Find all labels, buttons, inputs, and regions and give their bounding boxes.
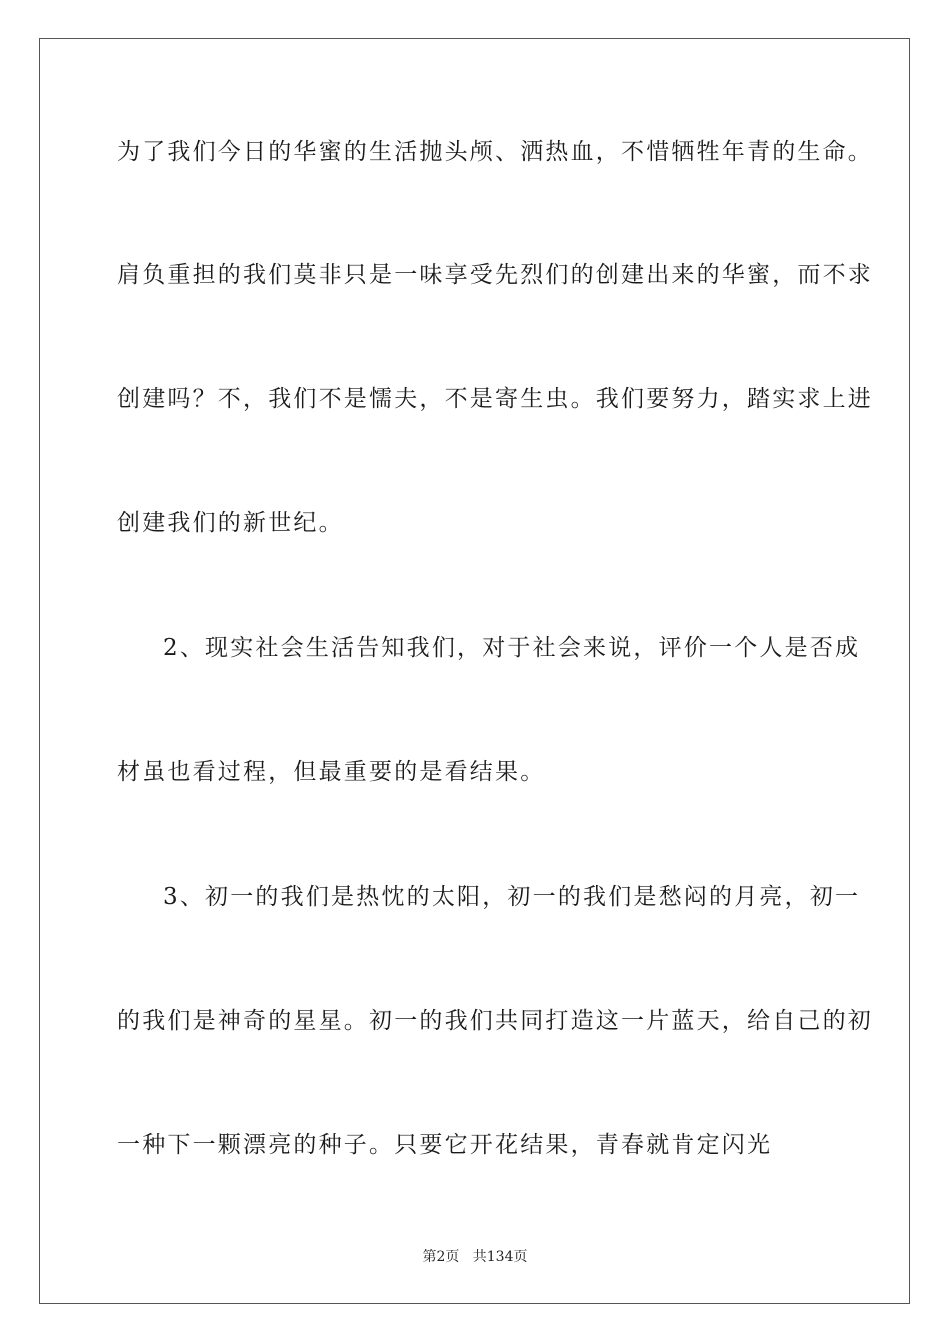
text-line-8: 的我们是神奇的星星。初一的我们共同打造这一片蓝天，给自己的初 bbox=[117, 1008, 873, 1034]
text-line-4: 创建我们的新世纪。 bbox=[117, 510, 344, 536]
text-line-2: 肩负重担的我们莫非只是一味享受先烈们的创建出来的华蜜，而不求 bbox=[117, 262, 873, 288]
text-line-6: 材虽也看过程，但最重要的是看结果。 bbox=[117, 759, 546, 785]
page-total: 共134页 bbox=[472, 1249, 528, 1265]
text-line-1: 为了我们今日的华蜜的生活抛头颅、洒热血，不惜牺牲年青的生命。 bbox=[117, 139, 873, 165]
text-line-3: 创建吗？不，我们不是懦夫，不是寄生虫。我们要努力，踏实求上进 bbox=[117, 386, 873, 412]
page-number: 第2页 bbox=[422, 1249, 460, 1265]
text-line-5: 2、现实社会生活告知我们，对于社会来说，评价一个人是否成 bbox=[163, 635, 861, 661]
text-line-9: 一种下一颗漂亮的种子。只要它开花结果，青春就肯定闪光 bbox=[117, 1132, 773, 1158]
page-border bbox=[39, 38, 910, 1304]
text-line-7: 3、初一的我们是热忱的太阳，初一的我们是愁闷的月亮，初一 bbox=[163, 884, 861, 910]
page-footer bbox=[0, 1248, 950, 1266]
